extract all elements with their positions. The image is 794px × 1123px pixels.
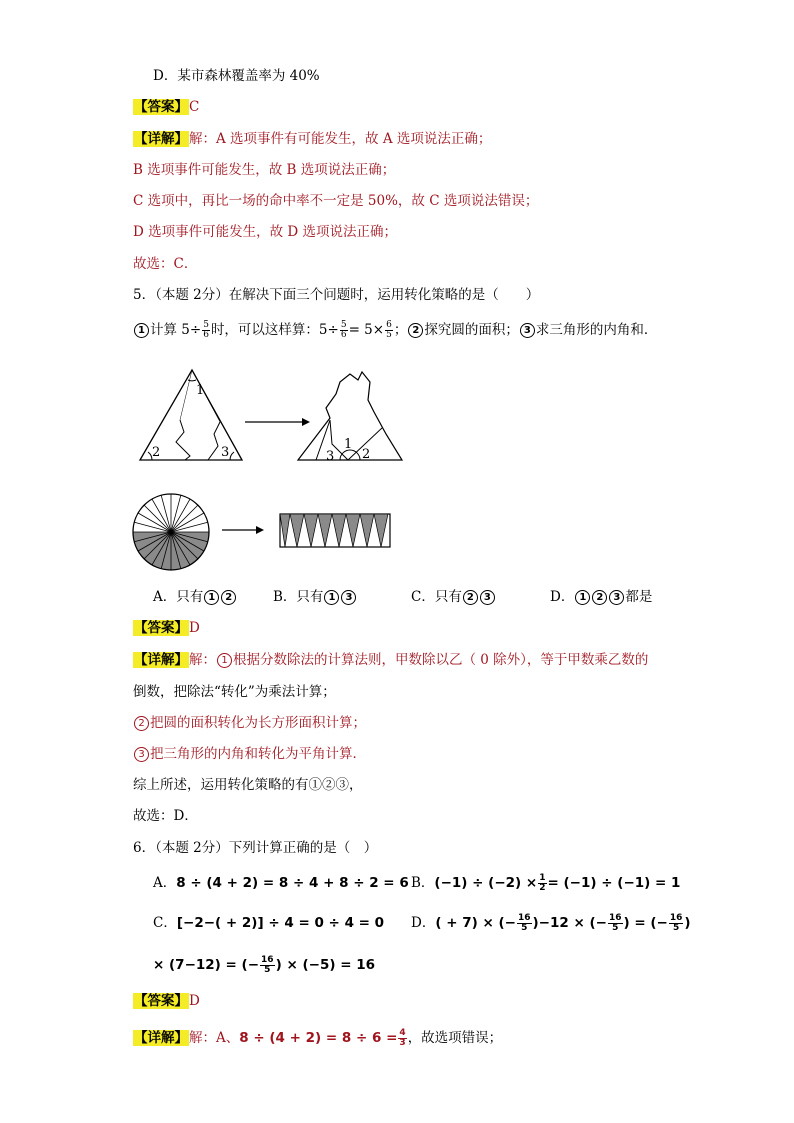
circled-two: 2 (408, 323, 423, 338)
option-b: B．只有 1 3 (273, 587, 357, 607)
svg-text:3: 3 (326, 449, 335, 464)
q6-option-a: A．8 ÷ (4 + 2) = 8 ÷ 4 + 8 ÷ 2 = 6 (153, 875, 409, 891)
detail-row-5-4: 3 把三角形的内角和转化为平角计算． (133, 744, 366, 764)
circle-figure (130, 492, 420, 572)
q6-option-d: D．( + 7) × (− $\frac{16}{5}$ )−12 × (− $\frac{16}{5}$ ) = (− $\frac{16}{5}$ ) (411, 913, 691, 933)
option-c: C．只有 2 3 (411, 587, 496, 607)
answer-row-6: 【答案】D (134, 993, 200, 1009)
question-5-items: 1 计算 5÷ $\frac{5}{6}$ 时，可以这样算：5÷ $\frac{5}{6}$ = 5× $\frac{6}{5}$ ； 2 探究圆的面积； 3 求三角形的内角和． (133, 320, 657, 340)
detail-row-4-2: B 选项事件可能发生，故 B 选项说法正确； (133, 162, 396, 178)
answer-row-5: 【答案】D (134, 620, 200, 636)
q6-option-d-continued: × (7−12) = (− $\frac{16}{5}$ ) × (−5) = 16 (153, 955, 376, 975)
detail-text: 解：A 选项事件有可能发生，故 A 选项说法正确； (189, 131, 492, 147)
detail-row-4-3: C 选项中，再比一场的命中率不一定是 50%，故 C 选项说法错误； (133, 193, 539, 209)
detail-row-4-5: 故选：C． (133, 256, 198, 272)
detail-row-5-2: 倒数，把除法“转化”为乘法计算； (133, 684, 336, 700)
q6-option-c: C．[−2−( + 2)] ÷ 4 = 0 ÷ 4 = 0 (153, 915, 385, 931)
parallelogram-strip (280, 514, 390, 547)
detail-row-5-1: 【详解】解： 1 根据分数除法的计算法则，甲数除以乙（ 0 除外），等于甲数乘乙数的 (134, 652, 649, 668)
tear-line (176, 420, 190, 460)
fraction: $\frac{5}{6}$ (340, 320, 347, 340)
option-d-forest: D．某市森林覆盖率为 40% (153, 68, 320, 84)
detail-row-5-3: 2 把圆的面积转化为长方形面积计算； (133, 713, 366, 733)
answer-row-4 (133, 97, 199, 117)
answer-value: C (189, 99, 200, 115)
circled-one: 1 (134, 323, 149, 338)
angle-label-3: 3 (221, 445, 230, 460)
angle-label-1: 1 (196, 383, 205, 398)
circled-three: 3 (520, 323, 535, 338)
detail-row-4-4: D 选项事件可能发生，故 D 选项说法正确； (133, 224, 398, 240)
question-5: 5．（本题 2分）在解决下面三个问题时，运用转化策略的是（ ） (133, 287, 540, 303)
answer-tag: 【答案】 (134, 99, 188, 115)
fraction: $\frac{6}{5}$ (386, 320, 392, 340)
detail-row-6-1: 【详解】解：A、8 ÷ (4 + 2) = 8 ÷ 6 = $\frac{4}{3}$ ，故选项错误； (134, 1028, 503, 1048)
option-a: A．只有 1 2 (153, 587, 237, 607)
sectored-circle (133, 494, 209, 570)
option-d: D． 1 2 3 都是 (550, 589, 653, 605)
fraction: $\frac{5}{6}$ (203, 320, 209, 340)
angle-label-2: 2 (152, 445, 161, 460)
triangle-figure (130, 360, 420, 470)
detail-row-5-5: 综上所述，运用转化策略的有①②③， (133, 777, 363, 793)
svg-text:1: 1 (344, 437, 353, 452)
detail-tag: 【详解】 (134, 131, 188, 147)
svg-text:2: 2 (362, 447, 371, 462)
q6-option-b: B．(−1) ÷ (−2) × $\frac{1}{2}$ = (−1) ÷ (−1) = 1 (411, 873, 681, 893)
question-6: 6．（本题 2分）下列计算正确的是（ ） (133, 840, 378, 856)
tear-line (208, 422, 220, 460)
detail-row-4-1 (133, 129, 491, 149)
detail-row-5-6: 故选：D． (133, 808, 198, 824)
